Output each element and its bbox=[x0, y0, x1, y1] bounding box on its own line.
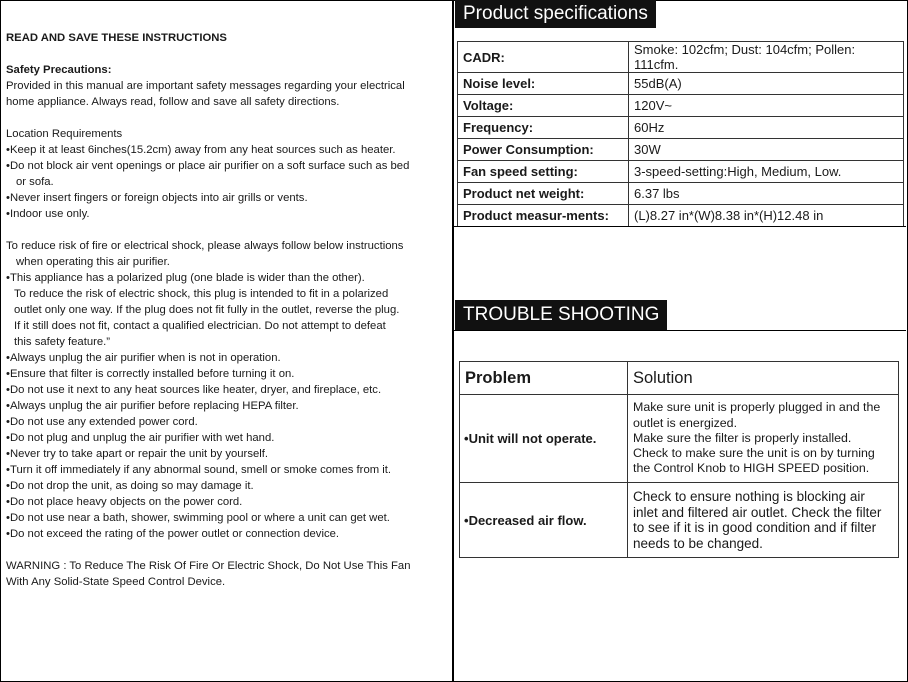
solution-line: outlet is energized. bbox=[633, 415, 738, 430]
problem-cell: • Decreased air flow. bbox=[460, 483, 628, 558]
plug-detail-line: To reduce the risk of electric shock, this plug is intended to fit in a polarized bbox=[14, 288, 389, 300]
spec-key: Fan speed setting: bbox=[458, 161, 629, 183]
solution-line: Make sure unit is properly plugged in and the bbox=[633, 400, 881, 415]
spec-key: Voltage: bbox=[458, 95, 629, 117]
location-heading: Location Requirements bbox=[6, 128, 123, 140]
warning-line: With Any Solid-State Speed Control Device. bbox=[6, 576, 226, 588]
warning-line: WARNING : To Reduce The Risk Of Fire Or Electric Shock, Do Not Use This Fan bbox=[6, 560, 411, 572]
spec-row bbox=[458, 139, 904, 161]
location-item: • Indoor use only. bbox=[6, 206, 448, 222]
trouble-table bbox=[459, 361, 899, 558]
safety-intro-line: Provided in this manual are important safety messages regarding your electrical bbox=[6, 80, 405, 92]
solution-line: Check to ensure nothing is blocking air bbox=[633, 489, 865, 504]
spec-value: 55dB(A) bbox=[629, 73, 904, 95]
spec-key: Product net weight: bbox=[458, 183, 629, 205]
instructions-column bbox=[6, 30, 448, 606]
rule-item: • Do not use it next to any heat sources like heater, dryer, and fireplace, etc. bbox=[6, 382, 448, 398]
problem-column-header: Problem bbox=[460, 362, 628, 395]
spec-row bbox=[458, 161, 904, 183]
spec-value: 6.37 lbs bbox=[629, 183, 904, 205]
spec-value: Smoke: 102cfm; Dust: 104cfm; Pollen: 111cfm. bbox=[629, 42, 904, 73]
spec-key: Frequency: bbox=[458, 117, 629, 139]
location-item: • Never insert fingers or foreign objects into air grills or vents. bbox=[6, 190, 448, 206]
rule-item: • Always unplug the air purifier when is not in operation. bbox=[6, 350, 448, 366]
column-divider bbox=[452, 0, 454, 682]
shock-section bbox=[6, 238, 448, 542]
safety-section bbox=[6, 62, 448, 110]
specs-table bbox=[457, 41, 904, 227]
safety-intro-line: home appliance. Always read, follow and save all safety directions. bbox=[6, 96, 340, 108]
spec-value: 120V~ bbox=[629, 95, 904, 117]
location-section bbox=[6, 126, 448, 222]
trouble-heading: TROUBLE SHOOTING bbox=[455, 300, 667, 330]
specs-heading: Product specifications bbox=[455, 0, 656, 28]
rule-item: • Turn it off immediately if any abnormal sound, smell or smoke comes from it. bbox=[6, 462, 448, 478]
spec-value: 60Hz bbox=[629, 117, 904, 139]
warning-section bbox=[6, 558, 448, 590]
spec-key: Noise level: bbox=[458, 73, 629, 95]
spec-row bbox=[458, 183, 904, 205]
spec-value: 3-speed-setting:High, Medium, Low. bbox=[629, 161, 904, 183]
spec-key: Power Consumption: bbox=[458, 139, 629, 161]
solution-column-header: Solution bbox=[628, 362, 899, 395]
spec-row bbox=[458, 95, 904, 117]
rule-item: • Ensure that filter is correctly installed before turning it on. bbox=[6, 366, 448, 382]
plug-detail-line: If it still does not fit, contact a qualified electrician. Do not attempt to defeat bbox=[14, 320, 386, 332]
spec-row bbox=[458, 73, 904, 95]
solution-line: to see if it is in good condition and if filter bbox=[633, 520, 877, 535]
trouble-header-row bbox=[460, 362, 899, 395]
plug-item: • This appliance has a polarized plug (one blade is wider than the other). bbox=[6, 270, 448, 286]
solution-line: Check to make sure the unit is on by turning bbox=[633, 446, 875, 461]
trouble-row bbox=[460, 395, 899, 483]
section-rule bbox=[454, 226, 906, 227]
location-item: • Do not block air vent openings or place air purifier on a soft surface such as bed bbox=[6, 158, 448, 174]
spec-key: CADR: bbox=[458, 42, 629, 73]
rule-item: • Do not use any extended power cord. bbox=[6, 414, 448, 430]
problem-cell: • Unit will not operate. bbox=[460, 395, 628, 483]
rule-item: • Do not place heavy objects on the power cord. bbox=[6, 494, 448, 510]
plug-detail-line: outlet only one way. If the plug does not fit fully in the outlet, reverse the plug. bbox=[14, 304, 400, 316]
spec-value: 30W bbox=[629, 139, 904, 161]
rule-item: • Do not plug and unplug the air purifier with wet hand. bbox=[6, 430, 448, 446]
spec-row bbox=[458, 205, 904, 227]
rule-item: • Do not use near a bath, shower, swimming pool or where a unit can get wet. bbox=[6, 510, 448, 526]
spec-key: Product measur-ments: bbox=[458, 205, 629, 227]
location-item-continued: or sofa. bbox=[16, 176, 54, 188]
safety-heading: Safety Precautions: bbox=[6, 64, 112, 76]
solution-line: needs to be changed. bbox=[633, 535, 763, 551]
solution-line: inlet and filtered air outlet. Check the filter bbox=[633, 504, 882, 520]
shock-intro-line: To reduce risk of fire or electrical shock, please always follow below instructions bbox=[6, 240, 404, 252]
section-rule bbox=[454, 330, 906, 331]
solution-cell bbox=[628, 395, 899, 483]
solution-line: Make sure the filter is properly installed. bbox=[633, 430, 852, 445]
spec-row bbox=[458, 42, 904, 73]
location-item: • Keep it at least 6inches(15.2cm) away from any heat sources such as heater. bbox=[6, 142, 448, 158]
trouble-row bbox=[460, 483, 899, 558]
rule-item: • Do not exceed the rating of the power outlet or connection device. bbox=[6, 526, 448, 542]
rule-item: • Do not drop the unit, as doing so may damage it. bbox=[6, 478, 448, 494]
plug-detail-line: this safety feature.” bbox=[14, 336, 111, 348]
rule-item: • Always unplug the air purifier before replacing HEPA filter. bbox=[6, 398, 448, 414]
rule-item: • Never try to take apart or repair the unit by yourself. bbox=[6, 446, 448, 462]
shock-intro-line: when operating this air purifier. bbox=[16, 256, 170, 268]
instructions-title: READ AND SAVE THESE INSTRUCTIONS bbox=[6, 32, 227, 44]
solution-line: the Control Knob to HIGH SPEED position. bbox=[633, 461, 870, 476]
spec-row bbox=[458, 117, 904, 139]
solution-cell bbox=[628, 483, 899, 558]
spec-value: (L)8.27 in*(W)8.38 in*(H)12.48 in bbox=[629, 205, 904, 227]
